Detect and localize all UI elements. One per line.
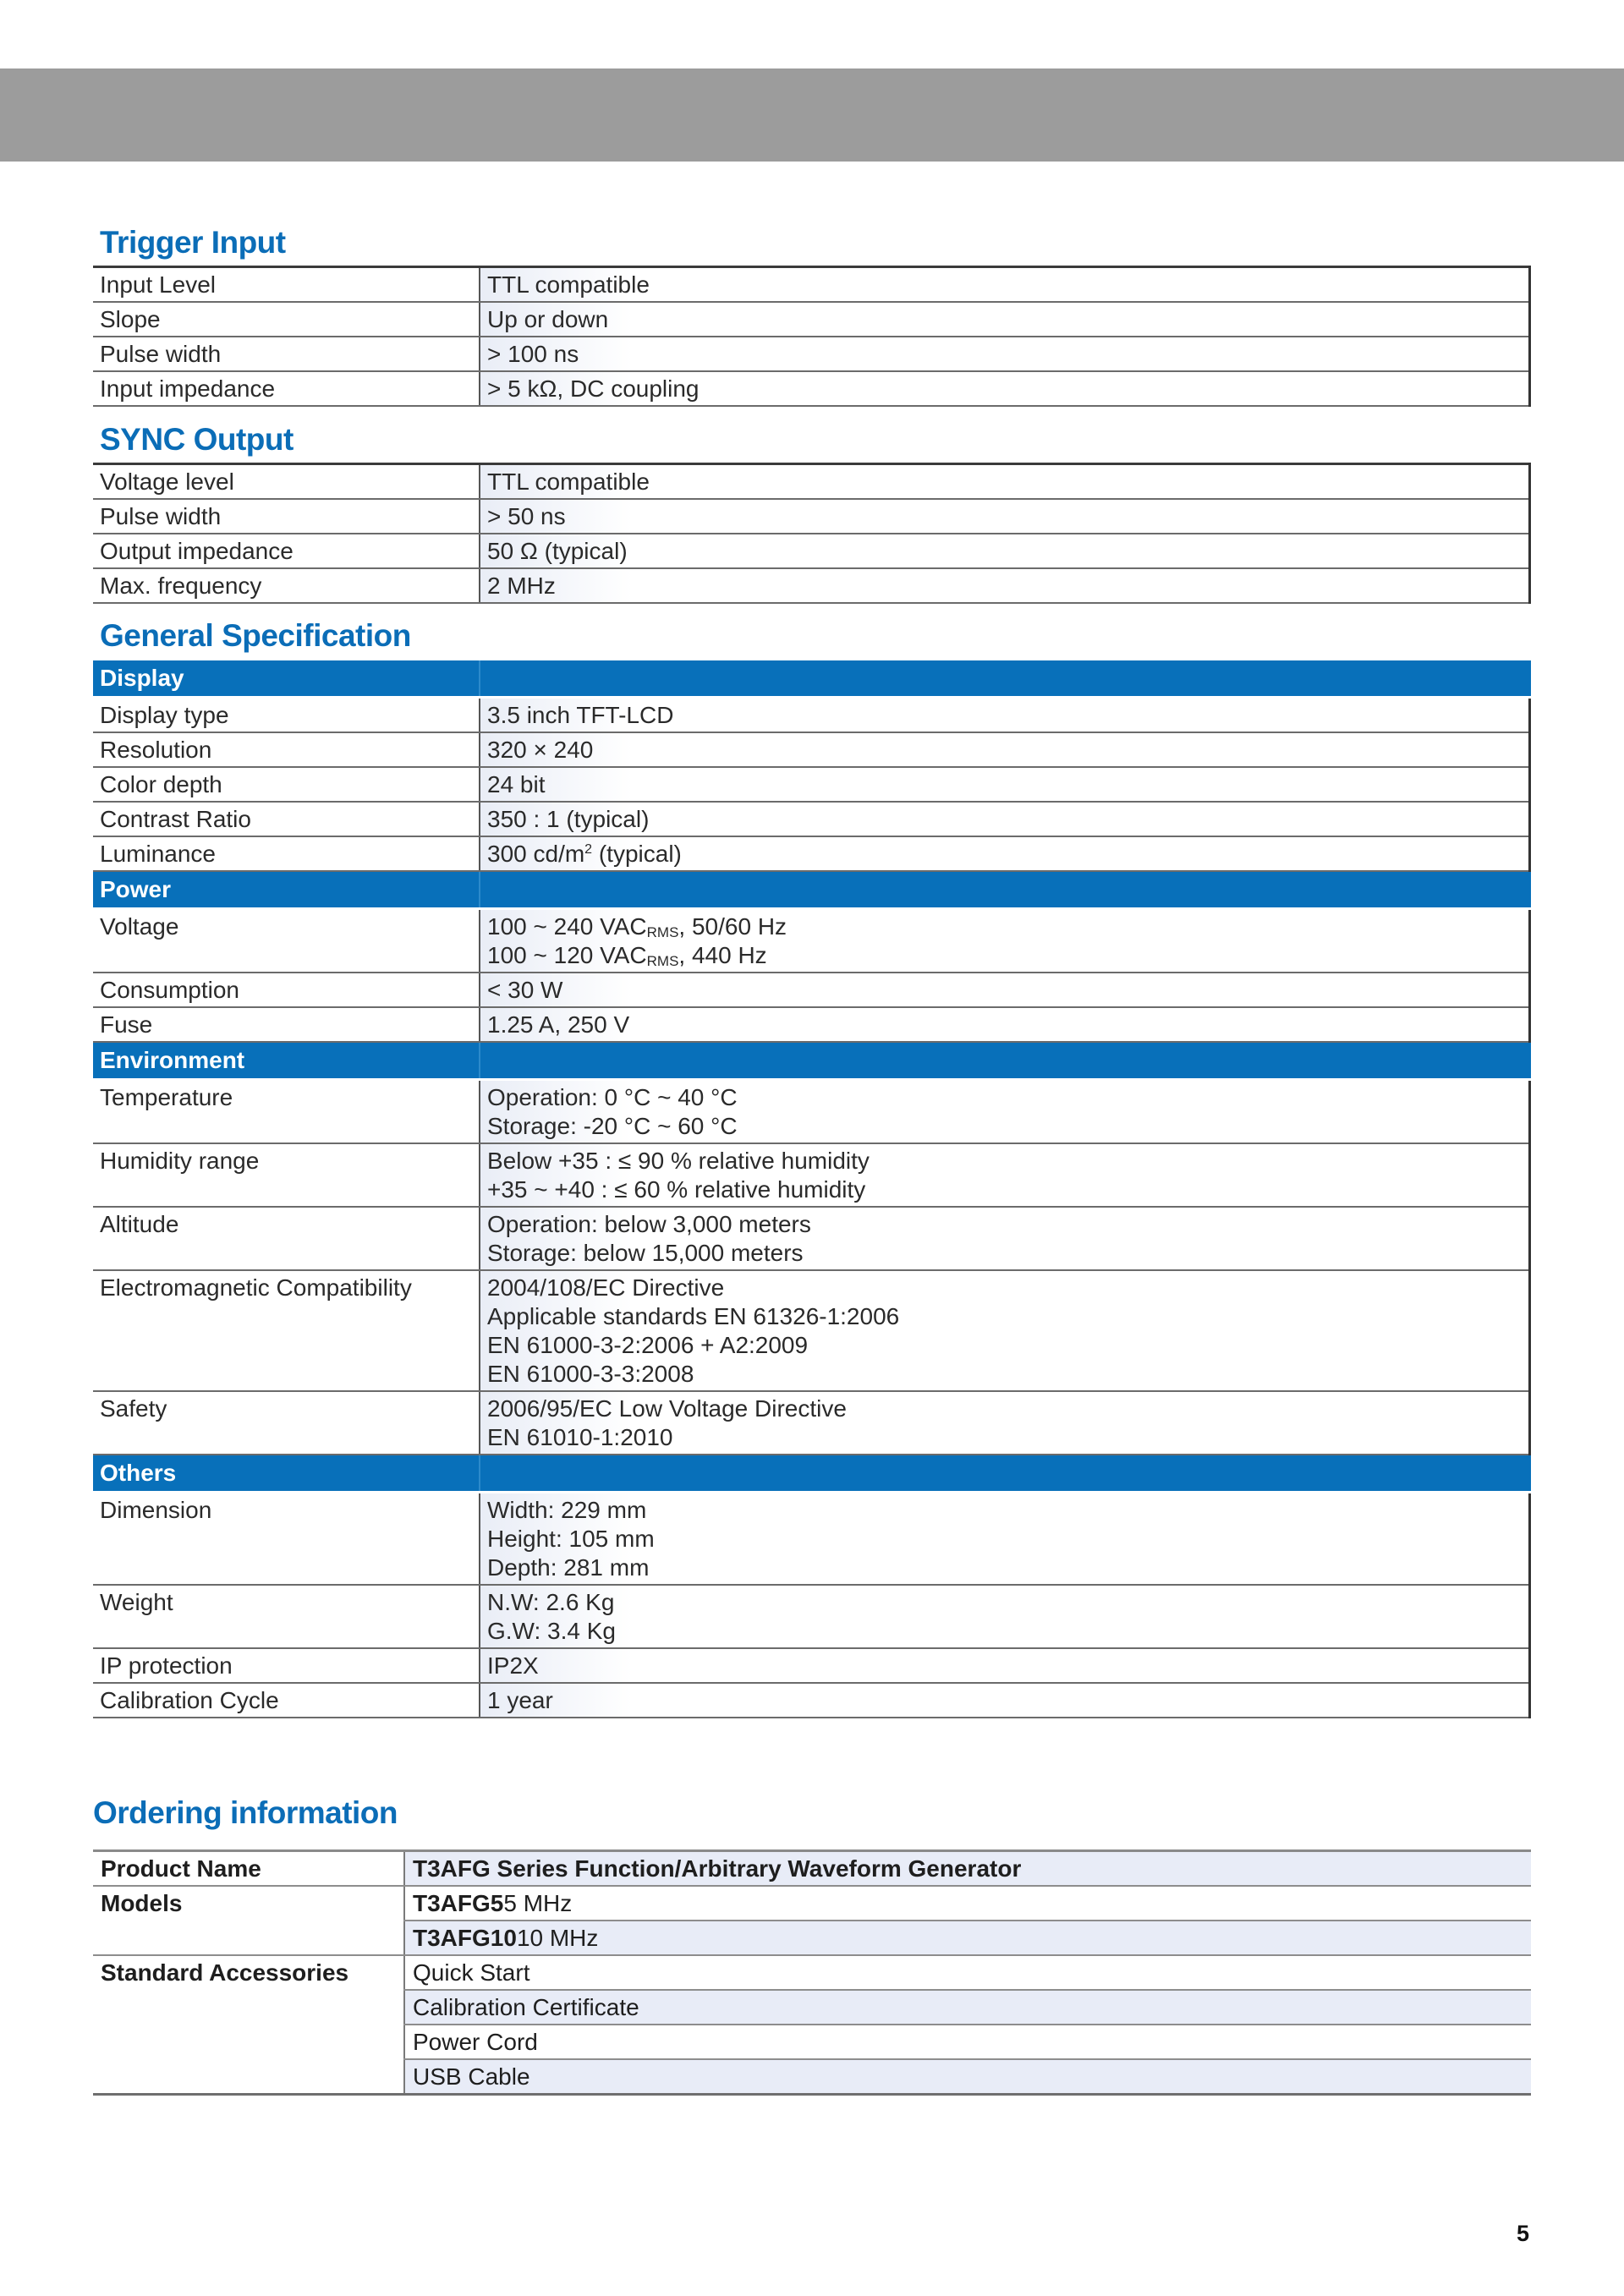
spec-value: 2 MHz — [480, 568, 1530, 603]
table-row — [93, 1921, 1531, 1955]
spec-value: IP2X — [480, 1648, 1530, 1683]
table-row — [93, 568, 1530, 603]
order-label-empty — [93, 1921, 404, 1955]
spec-label: Voltage — [93, 909, 480, 973]
spec-label: Voltage level — [93, 464, 480, 500]
spec-value — [480, 1391, 1530, 1455]
subscript: RMS — [646, 924, 679, 940]
order-label-empty — [93, 2059, 404, 2095]
group-header-display — [93, 660, 1530, 698]
table-row — [93, 1493, 1530, 1586]
value-text: 100 ~ 240 VAC — [487, 913, 647, 940]
spec-value: 350 : 1 (typical) — [480, 802, 1530, 836]
spec-label: Slope — [93, 302, 480, 337]
spec-label: Max. frequency — [93, 568, 480, 603]
spec-label: Electromagnetic Compatibility — [93, 1270, 480, 1391]
value-line: Applicable standards EN 61326-1:2006 — [487, 1303, 900, 1329]
spec-value: 3.5 inch TFT-LCD — [480, 698, 1530, 733]
spec-value: 1.25 A, 250 V — [480, 1007, 1530, 1042]
model-bandwidth: 10 MHz — [516, 1925, 599, 1951]
value-line: Height: 105 mm — [487, 1526, 655, 1552]
table-row — [93, 2025, 1531, 2059]
section-title-ordering-information: Ordering information — [93, 1795, 398, 1830]
spec-label: Dimension — [93, 1493, 480, 1586]
table-row — [93, 973, 1530, 1007]
value-line: Below +35 : ≤ 90 % relative humidity — [487, 1148, 870, 1174]
spec-value — [480, 909, 1530, 973]
order-value-product-name: T3AFG Series Function/Arbitrary Waveform Generator — [404, 1851, 1531, 1887]
ordering-table — [93, 1849, 1531, 2096]
table-row — [93, 267, 1530, 303]
spec-value: Up or down — [480, 302, 1530, 337]
spec-label: Fuse — [93, 1007, 480, 1042]
table-row — [93, 2059, 1531, 2095]
spec-label: Pulse width — [93, 337, 480, 371]
table-row — [93, 1080, 1530, 1144]
spec-value — [480, 1493, 1530, 1586]
value-line — [487, 941, 1522, 970]
order-label-empty — [93, 1990, 404, 2025]
spec-label: Input impedance — [93, 371, 480, 406]
table-row — [93, 767, 1530, 802]
table-row — [93, 836, 1530, 871]
table-row — [93, 1207, 1530, 1270]
spec-value: 1 year — [480, 1683, 1530, 1718]
value-line: Storage: below 15,000 meters — [487, 1240, 804, 1266]
model-name: T3AFG10 — [413, 1925, 517, 1951]
table-row — [93, 1886, 1531, 1921]
group-label: Power — [93, 871, 480, 909]
value-text: 100 ~ 120 VAC — [487, 942, 647, 968]
spec-value: TTL compatible — [480, 464, 1530, 500]
section-title-trigger-input: Trigger Input — [100, 225, 286, 260]
table-row — [93, 1851, 1531, 1887]
table-row — [93, 802, 1530, 836]
spec-label: Display type — [93, 698, 480, 733]
accessory-item: USB Cable — [404, 2059, 1531, 2095]
spec-value: 320 × 240 — [480, 732, 1530, 767]
table-row — [93, 1270, 1530, 1391]
spec-label: Input Level — [93, 267, 480, 303]
group-label: Others — [93, 1455, 480, 1493]
table-row — [93, 909, 1530, 973]
value-line: G.W: 3.4 Kg — [487, 1618, 616, 1644]
value-text: (typical) — [592, 841, 682, 867]
order-label-models: Models — [101, 1890, 183, 1916]
table-row — [93, 1007, 1530, 1042]
model-entry — [404, 1921, 1531, 1955]
table-row — [93, 337, 1530, 371]
table-row — [93, 1648, 1530, 1683]
table-row — [93, 1391, 1530, 1455]
accessory-item: Quick Start — [404, 1955, 1531, 1990]
value-line: EN 61010-1:2010 — [487, 1424, 673, 1450]
model-entry — [404, 1886, 1531, 1921]
table-row — [93, 534, 1530, 568]
spec-value — [480, 1143, 1530, 1207]
spec-label: Contrast Ratio — [93, 802, 480, 836]
value-line: EN 61000-3-2:2006 + A2:2009 — [487, 1332, 809, 1358]
table-row — [93, 302, 1530, 337]
section-title-general-specification: General Specification — [100, 618, 411, 653]
group-header-others — [93, 1455, 1530, 1493]
value-line: Depth: 281 mm — [487, 1554, 650, 1581]
order-label-empty — [93, 2025, 404, 2059]
trigger-input-table — [93, 266, 1531, 407]
spec-value — [480, 1585, 1530, 1648]
spec-value — [480, 1270, 1530, 1391]
spec-label: Pulse width — [93, 499, 480, 534]
table-row — [93, 698, 1530, 733]
spec-value: 50 Ω (typical) — [480, 534, 1530, 568]
spec-value: > 100 ns — [480, 337, 1530, 371]
table-row — [93, 1585, 1530, 1648]
spec-label: Safety — [93, 1391, 480, 1455]
spec-label: Output impedance — [93, 534, 480, 568]
table-row — [93, 499, 1530, 534]
group-header-filler — [480, 871, 1530, 909]
group-header-environment — [93, 1042, 1530, 1080]
value-line: N.W: 2.6 Kg — [487, 1589, 615, 1615]
spec-label: IP protection — [93, 1648, 480, 1683]
spec-label: Luminance — [93, 836, 480, 871]
group-header-power — [93, 871, 1530, 909]
group-label: Display — [93, 660, 480, 698]
superscript: 2 — [584, 842, 593, 857]
group-label: Environment — [93, 1042, 480, 1080]
spec-label: Temperature — [93, 1080, 480, 1144]
spec-label: Resolution — [93, 732, 480, 767]
table-row — [93, 1683, 1530, 1718]
spec-label: Weight — [93, 1585, 480, 1648]
value-text: , 440 Hz — [678, 942, 767, 968]
spec-value: > 50 ns — [480, 499, 1530, 534]
value-line: +35 ~ +40 : ≤ 60 % relative humidity — [487, 1176, 866, 1203]
section-title-sync-output: SYNC Output — [100, 422, 294, 457]
spec-label: Altitude — [93, 1207, 480, 1270]
group-header-filler — [480, 1455, 1530, 1493]
value-line: 2006/95/EC Low Voltage Directive — [487, 1395, 847, 1422]
value-line: Width: 229 mm — [487, 1497, 647, 1523]
table-row — [93, 732, 1530, 767]
value-line: Storage: -20 °C ~ 60 °C — [487, 1113, 738, 1139]
spec-label: Calibration Cycle — [93, 1683, 480, 1718]
accessory-item: Power Cord — [404, 2025, 1531, 2059]
model-bandwidth: 5 MHz — [503, 1890, 573, 1916]
sync-output-table — [93, 463, 1531, 604]
value-line: Operation: 0 °C ~ 40 °C — [487, 1084, 738, 1110]
spec-value — [480, 836, 1530, 871]
value-line — [487, 912, 1522, 941]
table-row — [93, 464, 1530, 500]
general-spec-table — [93, 660, 1531, 1718]
value-text: 300 cd/m — [487, 841, 585, 867]
spec-value: 24 bit — [480, 767, 1530, 802]
group-header-filler — [480, 660, 1530, 698]
spec-value: > 5 kΩ, DC coupling — [480, 371, 1530, 406]
table-row — [93, 1143, 1530, 1207]
spec-label: Consumption — [93, 973, 480, 1007]
order-label-product-name: Product Name — [93, 1851, 404, 1887]
table-row — [93, 1955, 1531, 1990]
value-line: EN 61000-3-3:2008 — [487, 1361, 694, 1387]
group-header-filler — [480, 1042, 1530, 1080]
value-line: Operation: below 3,000 meters — [487, 1211, 811, 1237]
accessory-item: Calibration Certificate — [404, 1990, 1531, 2025]
value-line: 2004/108/EC Directive — [487, 1274, 725, 1301]
model-name: T3AFG5 — [413, 1890, 504, 1916]
spec-value — [480, 1207, 1530, 1270]
spec-label: Color depth — [93, 767, 480, 802]
top-header-band — [0, 68, 1624, 162]
page-number: 5 — [1517, 2221, 1530, 2246]
order-label-standard-accessories: Standard Accessories — [101, 1959, 349, 1986]
spec-value: TTL compatible — [480, 267, 1530, 303]
spec-value: < 30 W — [480, 973, 1530, 1007]
spec-label: Humidity range — [93, 1143, 480, 1207]
spec-value — [480, 1080, 1530, 1144]
subscript: RMS — [646, 953, 679, 969]
table-row — [93, 371, 1530, 406]
table-row — [93, 1990, 1531, 2025]
value-text: , 50/60 Hz — [678, 913, 787, 940]
